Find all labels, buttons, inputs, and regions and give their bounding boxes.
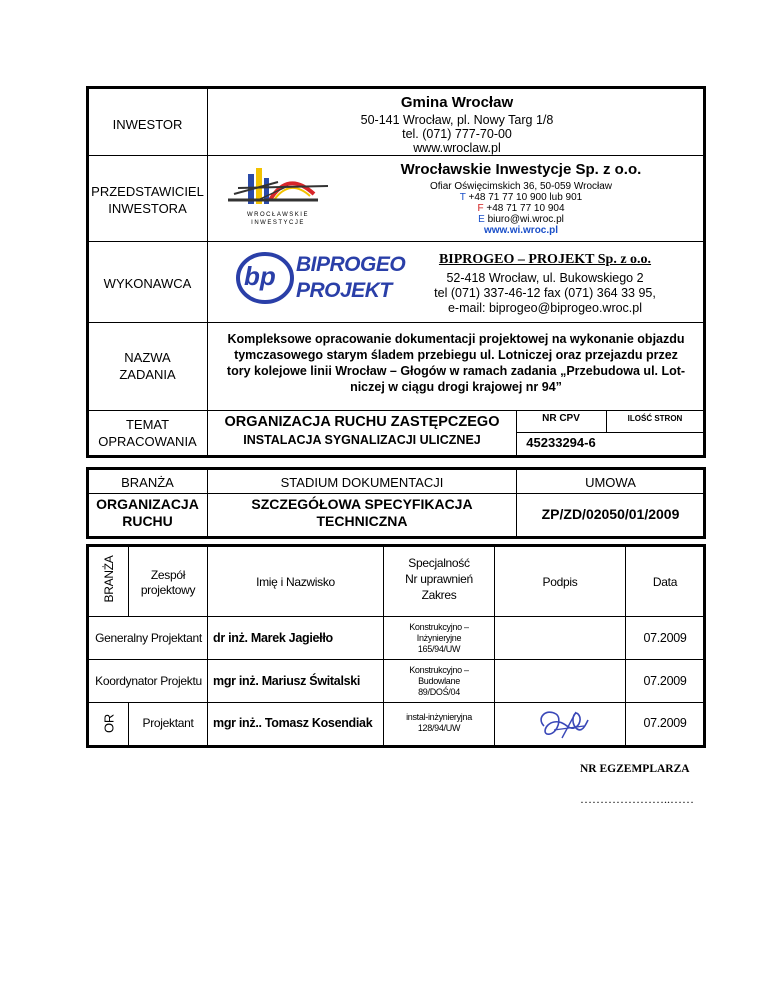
contract-label: UMOWA: [585, 475, 636, 490]
row2-spec: [384, 665, 494, 698]
header-team-line1: Zespół: [150, 568, 186, 582]
investor-name: Gmina Wrocław: [400, 94, 514, 111]
row1-spec2: Inżynieryjne: [416, 633, 462, 643]
task-line-1: Kompleksowe opracowanie dokumentacji projektowej na wykonanie objazdu: [227, 332, 685, 346]
pages-label: ILOŚĆ STRON: [627, 414, 683, 423]
stage-label: STADIUM DOKUMENTACJI: [280, 475, 444, 490]
representative-address: Ofiar Oświęcimskich 36, 50-059 Wrocław: [429, 181, 613, 192]
row2-spec3: 89/DOŚ/04: [418, 687, 460, 697]
representative-email: biuro@wi.wroc.pl: [487, 214, 564, 225]
copy-number-dots: …………………..……: [580, 792, 694, 806]
investor-phone: tel. (071) 777-70-00: [402, 127, 512, 141]
header-name: Imię i Nazwisko: [256, 575, 335, 589]
representative-fax: +48 71 77 10 904: [486, 203, 565, 214]
row1-spec3: 165/94/UW: [417, 644, 461, 654]
topic-label: [88, 416, 207, 450]
row3-spec1: instal-inżynieryjna: [406, 712, 472, 722]
cpv-label: NR CPV: [542, 413, 580, 424]
biprogeo-logo-line2: PROJEKT: [296, 279, 392, 302]
wi-logo: [218, 160, 338, 236]
task-line-4: niczej w ciągu drogi krajowej nr 94”: [350, 380, 562, 394]
header-spec-line3: Zakres: [421, 588, 457, 602]
task-label-line2: ZADANIA: [119, 367, 176, 382]
header-sign: Podpis: [542, 575, 578, 589]
wi-logo-graphic: [218, 160, 338, 216]
branch-value-line2: RUCHU: [122, 513, 173, 529]
representative-label-line2: INWESTORA: [108, 201, 187, 216]
row2-name: mgr inż. Mariusz Świtalski: [213, 674, 361, 688]
task-description: [210, 331, 702, 395]
row1-date: 07.2009: [643, 631, 687, 645]
biprogeo-logo: [234, 249, 406, 307]
topic-label-line2: OPRACOWANIA: [98, 434, 197, 449]
row3-spec: [384, 712, 494, 734]
representative-web: www.wi.wroc.pl: [483, 225, 559, 236]
signature-image: [532, 704, 592, 744]
vertical-or-label: OR: [101, 714, 117, 733]
stage-value-line2: TECHNICZNA: [316, 513, 408, 529]
representative-phone: +48 71 77 10 900 lub 901: [468, 192, 583, 203]
task-line-3: tory kolejowe linii Wrocław – Głogów w ramach zadania „Przebudowa ul. Lot-: [226, 364, 686, 378]
wi-logo-text-2: INWESTYCJE: [251, 220, 305, 226]
fax-letter: F: [477, 203, 484, 214]
investor-web: www.wroclaw.pl: [413, 141, 501, 155]
topic-subtitle: INSTALACJA SYGNALIZACJI ULICZNEJ: [243, 433, 481, 447]
contractor-address: 52-418 Wrocław, ul. Bukowskiego 2: [446, 271, 644, 285]
row1-spec: [384, 622, 494, 655]
task-label: [88, 349, 207, 383]
row3-date: 07.2009: [643, 716, 687, 730]
row2-spec1: Konstrukcyjno –: [409, 665, 469, 675]
row2-date: 07.2009: [643, 674, 687, 688]
contract-value: ZP/ZD/02050/01/2009: [541, 506, 680, 522]
header-spec-line1: Specjalność: [408, 556, 470, 570]
investor-address: 50-141 Wrocław, pl. Nowy Targ 1/8: [360, 113, 554, 127]
row3-spec2: 128/94/UW: [417, 723, 461, 733]
representative-name: Wrocławskie Inwestycje Sp. z o.o.: [400, 161, 642, 178]
cpv-value: 45233294-6: [526, 435, 596, 450]
row2-role: Koordynator Projektu: [95, 674, 202, 688]
biprogeo-logo-bp: bp: [244, 261, 276, 291]
header-spec-line2: Nr uprawnień: [405, 572, 473, 586]
contractor-label: WYKONAWCA: [103, 276, 192, 291]
task-line-2: tymczasowego starym śladem przebiegu ul. Lotniczej oraz przejazdu przez: [234, 348, 678, 362]
header-date: Data: [652, 575, 678, 589]
stage-value: [208, 496, 516, 530]
row3-role: Projektant: [142, 716, 194, 730]
row1-spec1: Konstrukcyjno –: [409, 622, 469, 632]
vertical-branch-label: BRANŻA: [102, 555, 116, 603]
email-letter: E: [478, 214, 485, 225]
investor-label: INWESTOR: [112, 117, 183, 132]
topic-title: ORGANIZACJA RUCHU ZASTĘPCZEGO: [224, 414, 500, 430]
row3-name: mgr inż.. Tomasz Kosendiak: [213, 716, 373, 730]
header-spec: [384, 555, 494, 603]
topic-label-line1: TEMAT: [125, 417, 170, 432]
row2-spec2: Budowlane: [418, 676, 460, 686]
row1-name: dr inż. Marek Jagiełło: [213, 631, 333, 645]
branch-value: [88, 496, 207, 530]
header-team-line2: projektowy: [140, 583, 196, 597]
contractor-name: BIPROGEO – PROJEKT Sp. z o.o.: [438, 252, 652, 267]
wi-logo-text-1: WROCŁAWSKIE: [247, 212, 309, 218]
copy-number-label: NR EGZEMPLARZA: [580, 763, 690, 775]
contractor-phone: tel (071) 337-46-12 fax (071) 364 33 95,: [434, 286, 656, 300]
representative-label-line1: PRZEDSTAWICIEL: [91, 184, 204, 199]
contractor-email: e-mail: biprogeo@biprogeo.wroc.pl: [447, 301, 643, 315]
branch-label: BRANŻA: [121, 475, 174, 490]
task-label-line1: NAZWA: [124, 350, 171, 365]
phone-letter: T: [459, 192, 466, 203]
branch-value-line1: ORGANIZACJA: [96, 496, 199, 512]
representative-label: [88, 183, 207, 217]
biprogeo-logo-line1: BIPROGEO: [296, 253, 406, 276]
stage-value-line1: SZCZEGÓŁOWA SPECYFIKACJA: [251, 496, 473, 512]
header-team: [129, 568, 207, 598]
row1-role: Generalny Projektant: [95, 631, 202, 645]
